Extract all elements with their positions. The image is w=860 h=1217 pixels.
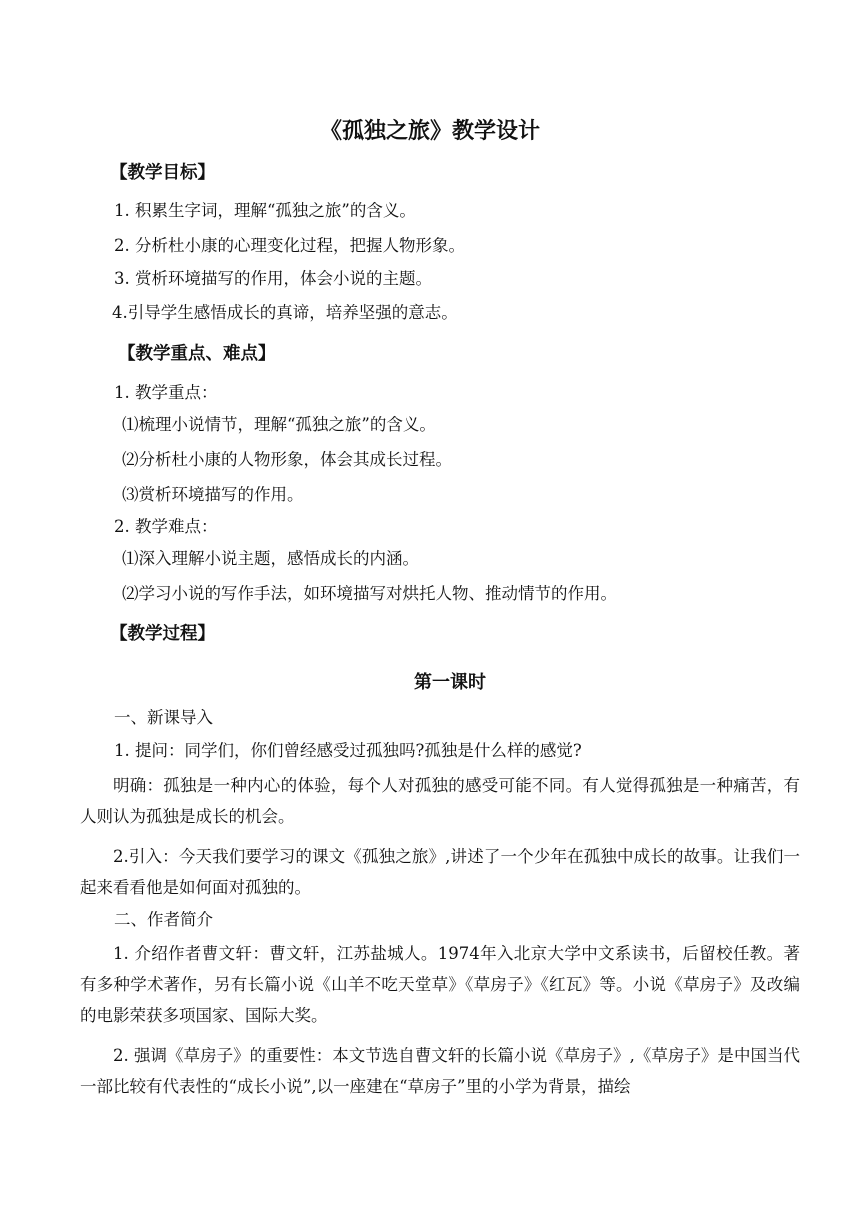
part2-emphasis: 2. 强调《草房子》的重要性：本文节选自曹文轩的长篇小说《草房子》,《草房子》是中国当代一部比较有代表性的“成长小说”,以一座建在“草房子”里的小学为背景，描绘 [80, 1046, 800, 1096]
section-heading-process: 【教学过程】 [110, 624, 215, 644]
key-focus-item: ⑵分析杜小康的人物形象，体会其成长过程。 [122, 450, 452, 469]
key-focus-label: 1. 教学重点： [114, 383, 218, 402]
section-heading-goals: 【教学目标】 [110, 163, 215, 183]
section-heading-key-points: 【教学重点、难点】 [118, 344, 276, 364]
part1-answer: 明确：孤独是一种内心的体验，每个人对孤独的感受可能不同。有人觉得孤独是一种痛苦，有人则认为孤独是成长的机会。 [80, 776, 800, 826]
document-title: 《孤独之旅》教学设计 [319, 119, 540, 144]
part2-heading: 二、作者简介 [114, 910, 213, 929]
part2-author: 1. 介绍作者曹文轩：曹文轩，江苏盐城人。1974年入北京大学中文系读书，后留校任教。著有多种学术著作，另有长篇小说《山羊不吃天堂草》《草房子》《红瓦》等。小说《草房子》及改编的电影荣获多项国家、国际大奖。 [80, 944, 800, 1025]
part1-question: 1. 提问：同学们，你们曾经感受过孤独吗?孤独是什么样的感觉? [114, 741, 582, 760]
key-focus-item: ⑶赏析环境描写的作用。 [122, 485, 304, 504]
key-difficulty-item: ⑵学习小说的写作手法，如环境描写对烘托人物、推动情节的作用。 [122, 584, 617, 603]
key-difficulty-label: 2. 教学难点： [114, 517, 218, 536]
lesson-title: 第一课时 [414, 672, 486, 693]
part1-intro: 2.引入：今天我们要学习的课文《孤独之旅》,讲述了一个少年在孤独中成长的故事。让我们一起来看看他是如何面对孤独的。 [80, 847, 800, 897]
key-difficulty-item: ⑴深入理解小说主题，感悟成长的内涵。 [122, 549, 419, 568]
goal-item: 1. 积累生字词，理解“孤独之旅”的含义。 [114, 201, 416, 220]
goal-item: 2. 分析杜小康的心理变化过程，把握人物形象。 [114, 236, 465, 255]
part1-heading: 一、新课导入 [114, 708, 213, 727]
goal-item: 3. 赏析环境描写的作用，体会小说的主题。 [114, 269, 432, 288]
goal-item: 4.引导学生感悟成长的真谛，培养坚强的意志。 [112, 303, 458, 322]
key-focus-item: ⑴梳理小说情节，理解“孤独之旅”的含义。 [122, 415, 436, 434]
